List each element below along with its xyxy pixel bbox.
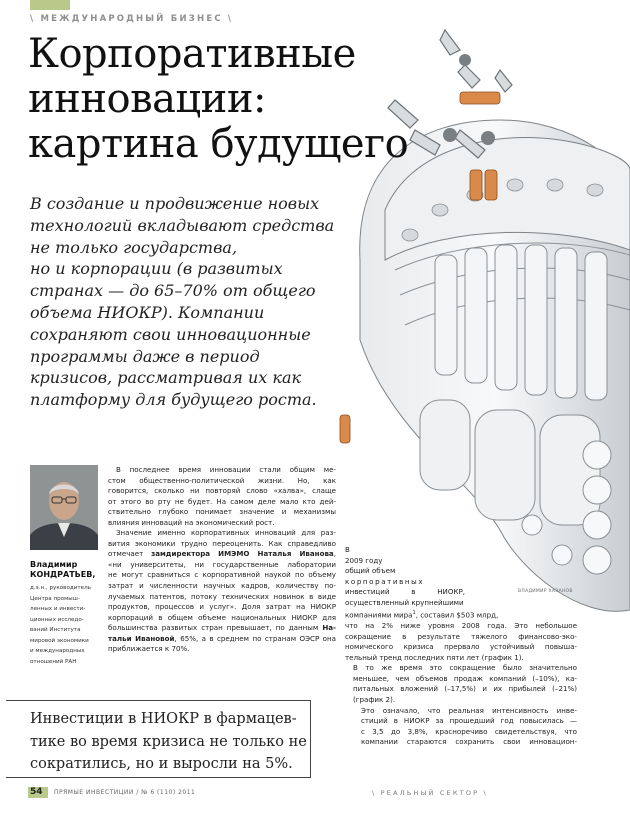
footnote-marker: 1: [412, 610, 416, 617]
lead-line: платформу для будущего роста.: [30, 390, 317, 410]
highlight-name: На-: [322, 623, 336, 633]
body-line: с 3,5 до 3,8%, красноречиво свидетельствуя, что: [361, 726, 577, 736]
body-text: компаниями мира: [345, 610, 413, 620]
body-line: лучаемых патентов, потоку технических новинок в виде: [108, 591, 336, 601]
author-bio-line: ваний Института: [30, 627, 81, 633]
author-first-name: Владимир: [30, 560, 78, 569]
lead-line: не только государства,: [30, 237, 238, 257]
body-line: В то же время это сокращение было значительно: [353, 663, 577, 673]
body-line: инвестиций в НИОКР,: [345, 587, 465, 597]
author-photo: [30, 465, 98, 550]
body-line: питальных вложений (–17,5%) и их прибылей (–21%): [353, 684, 577, 694]
body-line: сокращение в результате тяжелого финансово-эко-: [345, 631, 577, 641]
author-name: [30, 560, 100, 580]
body-line: [345, 608, 577, 621]
body-line: (график 2).: [353, 695, 396, 705]
lead-line: программы даже в период: [30, 346, 260, 366]
body-text: большинства развитых стран превышает, по данным: [108, 623, 323, 633]
body-line: В последнее время инновации стали общим ме-: [116, 465, 336, 474]
lead-line: сохраняют свои инновационные: [30, 324, 311, 344]
body-line: затрат и численности научных кадров, количеству по-: [108, 581, 336, 591]
body-line: стиций в НИОКР за прошедший год повысилась —: [361, 716, 577, 726]
headline-line: Корпоративные: [28, 31, 356, 77]
body-line: корпоративных: [345, 576, 425, 586]
body-line: корпораций в общем объеме национальных НИОКР для: [108, 612, 336, 622]
headline: [28, 32, 448, 167]
body-line: «ни университеты, ни государственные лаборатории: [108, 559, 336, 569]
body-line: [108, 634, 336, 645]
author-bio-line: ционных исследо-: [30, 616, 84, 623]
pull-quote-line: сократились, но и выросли на 5%.: [30, 756, 293, 772]
body-line: меньшее, чем объемов продаж компаний (–10%), ка-: [353, 673, 577, 683]
body-line: вития экономики трудно переоценить. Как справедливо: [108, 538, 336, 548]
lead-line: кризисов, рассматривая их как: [30, 368, 302, 388]
pull-quote: [30, 708, 307, 776]
footer-magazine: ПРЯМЫЕ ИНВЕСТИЦИИ / № 6 (110) 2011: [54, 789, 196, 796]
body-column-2: [345, 545, 577, 748]
headline-line: картина будущего: [28, 121, 409, 167]
lead-line: но и корпорации (в развитых: [30, 259, 283, 279]
body-text: , составил $503 млрд,: [415, 610, 499, 620]
page-number: 54: [30, 787, 43, 797]
author-last-name: КОНДРАТЬЕВ,: [30, 570, 96, 579]
body-line: что на 2% ниже уровня 2008 года. Это небольшое: [345, 621, 577, 631]
author-bio: [30, 583, 102, 667]
body-line: 2009 году: [345, 555, 383, 565]
body-line: общий объем: [345, 566, 396, 576]
body-line: говорится, сколько ни повторяй слово «халва», слаще: [108, 486, 336, 496]
body-line: компании стараются сохранить свои инновацион-: [361, 737, 577, 747]
body-line: В: [345, 545, 350, 554]
headline-line: инновации:: [28, 76, 266, 122]
author-bio-line: Центра промыш-: [30, 595, 80, 602]
highlight-name: замдиректора ИМЭМО Наталья Иванова: [151, 549, 334, 559]
author-bio-line: д.э.н., руководитель: [30, 585, 91, 591]
author-bio-line: и международных: [30, 648, 85, 654]
body-line: тельный тренд последних пяти лет (график 1).: [345, 652, 524, 662]
body-line: влияния инноваций на экономический рост.: [108, 517, 275, 527]
body-line: осуществленный крупнейшими: [345, 597, 464, 607]
body-line: [108, 623, 336, 634]
body-line: не могут сравниться с корпоративной наукой по объему: [108, 570, 336, 580]
author-bio-line: ленных и инвести-: [30, 606, 86, 612]
highlight-name: тальи Ивановой: [108, 633, 175, 643]
body-line: Значение именно корпоративных инноваций для раз-: [116, 528, 336, 538]
lead-line: технологий вкладывают средства: [30, 215, 335, 235]
lead-line: объема НИОКР). Компании: [30, 302, 265, 322]
body-line: приближается к 70%.: [108, 644, 190, 654]
body-text: ,: [333, 549, 336, 559]
body-line: номического кризиса прервало устойчивый повыша-: [345, 642, 577, 652]
lead-paragraph: [30, 193, 335, 411]
body-line: ствительно глубоко понимает значение и механизмы: [108, 507, 336, 517]
pull-quote-line: тике во время кризиса не только не: [30, 733, 307, 750]
author-bio-line: отношений РАН: [30, 658, 77, 665]
body-column-1: [108, 465, 336, 655]
lead-line: странах — до 65–70% от общего: [30, 281, 316, 301]
body-text: отмечает: [108, 549, 152, 559]
footer-section: \ РЕАЛЬНЫЙ СЕКТОР \: [372, 789, 488, 797]
author-bio-line: мировой экономики: [30, 637, 89, 644]
body-line: продуктов, процессов и услуг». Доля затрат на НИОКР: [108, 602, 336, 612]
body-line: от этого во рту не будет. На самом деле мало кто дей-: [108, 496, 336, 506]
section-accent-bar: [30, 0, 70, 10]
lead-line: В создание и продвижение новых: [30, 194, 320, 213]
body-text: , 65%, а в среднем по странам ОЭСР она: [174, 633, 336, 643]
pull-quote-line: Инвестиции в НИОКР в фармацев-: [30, 711, 297, 727]
illustration-credit: ВЛАДИМИР ХАЗАНОВ: [518, 589, 573, 594]
body-line: [108, 549, 336, 560]
section-tag: \ МЕЖДУНАРОДНЫЙ БИЗНЕС \: [30, 14, 234, 24]
body-line: стом общественно-политической жизни. Но, как: [108, 475, 336, 485]
body-line: Это означало, что реальная интенсивность инве-: [361, 705, 577, 715]
